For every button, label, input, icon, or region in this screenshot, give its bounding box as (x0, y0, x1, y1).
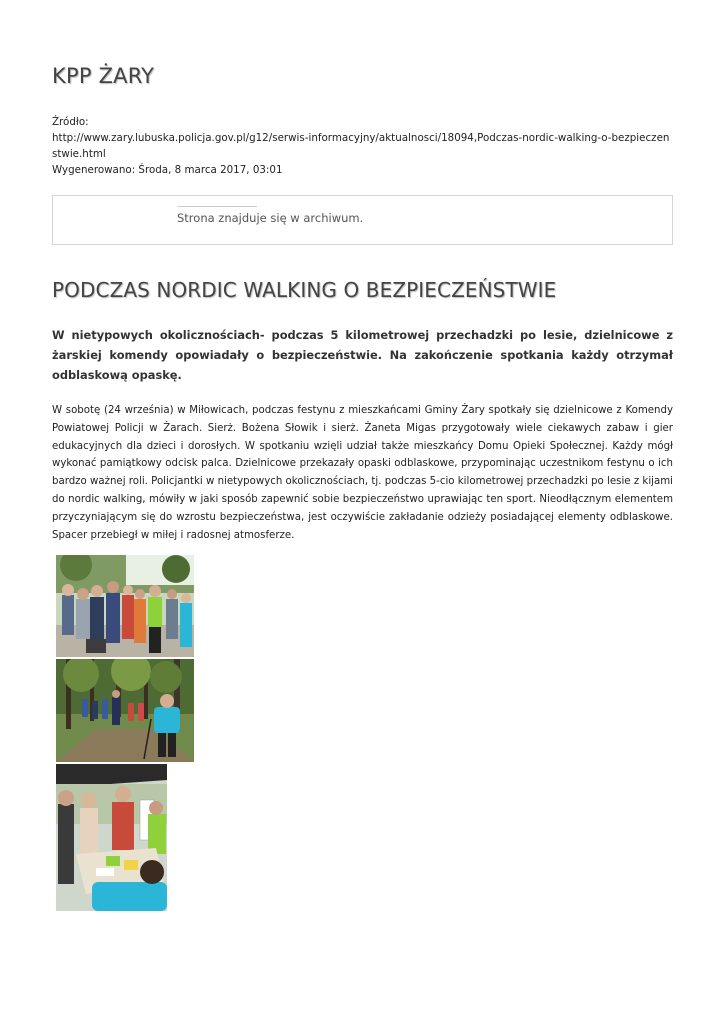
archive-notice-box (52, 195, 673, 245)
article-photo-group (56, 555, 194, 657)
article-lead: W nietypowych okolicznościach- podczas 5 kilometrowej przechadzki po lesie, dzielnicowe z żarskiej komendy opowiadały o bezpieczeństwie. Na zakończenie spotkania każdy otrzymał odblaskową opaskę. (52, 328, 673, 382)
article-body: W sobotę (24 września) w Miłowicach, podczas festynu z mieszkańcami Gminy Żary spotkały się dzielnicowe z Komendy Powiatowej Policji w Żarach. Sierż. Bożena Słowik i sierż. Żaneta Migas przygotowały wiele ciekawych zabaw i gier edukacyjnych dla dzieci i dorosłych. W spotkaniu wzięli udział także mieszkańcy Domu Opieki Społecznej. Każdy mógł wykonać pamiątkowy odcisk palca. Dzielnicowe przekazały opaski odblaskowe, przypominając uczestnikom festynu o ich bardzo ważnej roli. Policjantki w nietypowych okolicznościach, tj. podczas 5-cio kilometrowej przechadzki po lesie z kijami do nordic walking, mówiły w jaki sposób zapewnić sobie bezpieczeństwo uprawiając ten sport. Nieodłącznym elementem przyczyniającym się do wzrostu bezpieczeństwa, jest oczywiście zakładanie odzieży posiadającej elementy odblaskowe. Spacer przebiegł w miłej i radosnej atmosferze. (52, 405, 673, 541)
archive-note: Strona znajduje się w archiwum. (177, 211, 364, 225)
article-photo-activity-table (56, 764, 167, 911)
site-title: KPP ŻARY (52, 64, 155, 88)
generated-timestamp: Wygenerowano: Środa, 8 marca 2017, 03:01 (52, 164, 283, 176)
source-url: http://www.zary.lubuska.policja.gov.pl/g12/serwis-informacyjny/aktualnosci/18094,Podczas-nordic-walking-o-bezpieczenstwie.html (52, 132, 670, 160)
article-photo-forest-walk (56, 659, 194, 762)
source-label: Źródło: (52, 116, 89, 128)
article-title: PODCZAS NORDIC WALKING O BEZPIECZEŃSTWIE (52, 278, 557, 302)
document-meta (52, 114, 673, 178)
archive-divider (177, 206, 257, 207)
